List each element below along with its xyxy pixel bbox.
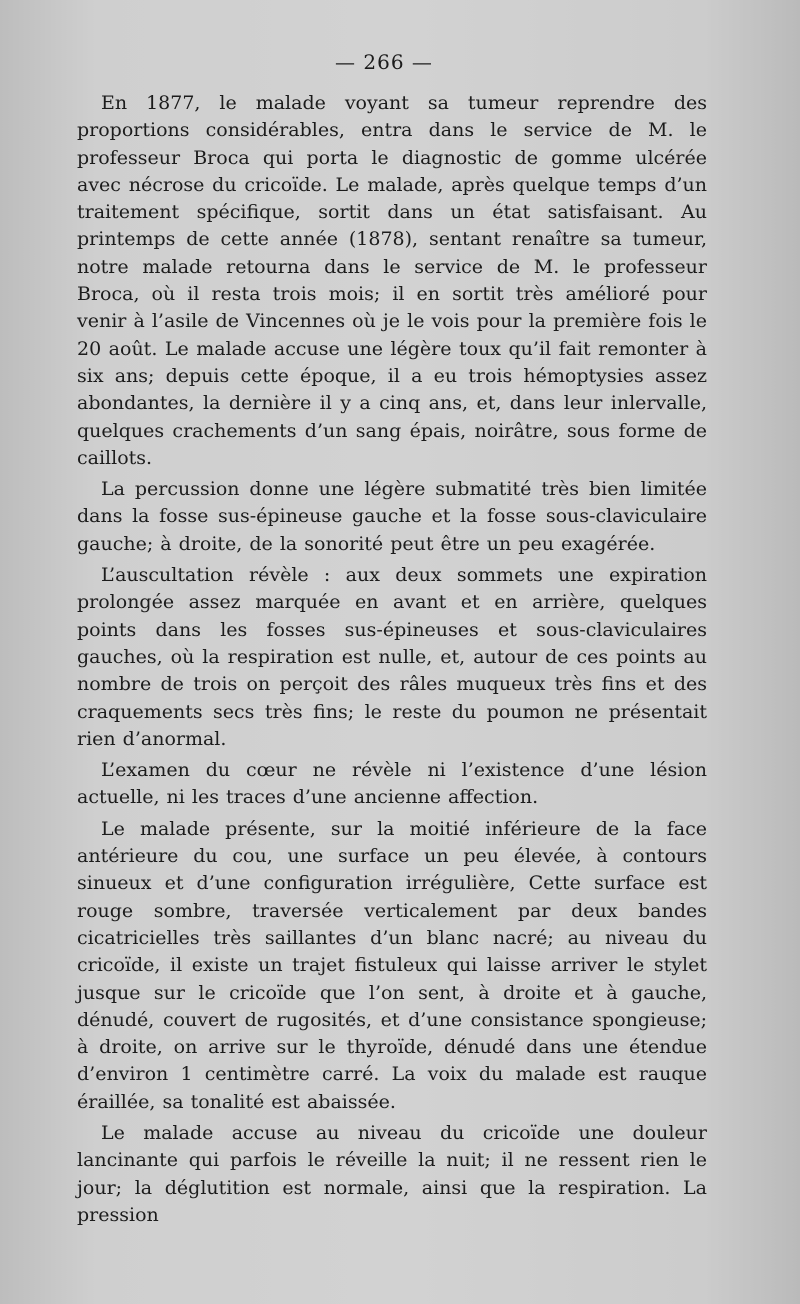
paragraph: L’auscultation révèle : aux deux sommets une expiration prolongée assez marquée en avant et en arrière, quelques points dans les fosses sus-épineuses et sous-claviculaires gauches, où la respiration est nulle, et, autour de ces points au nombre de trois on perçoit des râles muqueux très fins et des craquements secs très fins; le reste du poumon ne présentait rien d’anormal. — [77, 564, 707, 750]
body-text — [77, 90, 707, 1229]
paragraph: La percussion donne une légère submatité très bien limitée dans la fosse sus-épineuse gauche et la fosse sous-claviculaire gauche; à droite, de la sonorité peut être un peu exagérée. — [77, 478, 707, 555]
paragraph: En 1877, le malade voyant sa tumeur reprendre des proportions considérables, entra dans le service de M. le professeur Broca qui porta le diagnostic de gomme ulcérée avec nécrose du cricoïde. Le malade, après quelque temps d’un traitement spécifique, sortit dans un état satisfaisant. Au printemps de cette année (1878), sentant renaître sa tumeur, notre malade retourna dans le service de M. le professeur Broca, où il resta trois mois; il en sortit très amélioré pour venir à l’asile de Vincennes où je le vois pour la première fois le 20 août. Le malade accuse une légère toux qu’il fait remonter à six ans; depuis cette époque, il a eu trois hémoptysies assez abondantes, la dernière il y a cinq ans, et, dans leur inlervalle, quelques crachements d’un sang épais, noirâtre, sous forme de caillots. — [77, 92, 707, 469]
page-number: — 266 — — [335, 50, 433, 74]
paragraph: L’examen du cœur ne révèle ni l’existence d’une lésion actuelle, ni les traces d’une ancienne affection. — [77, 759, 707, 809]
paragraph: Le malade accuse au niveau du cricoïde une douleur lancinante qui parfois le réveille la nuit; il ne ressent rien le jour; la déglutition est normale, ainsi que la respiration. La pression — [77, 1121, 707, 1226]
paragraph: Le malade présente, sur la moitié inférieure de la face antérieure du cou, une surface un peu élevée, à contours sinueux et d’une configuration irrégulière, Cette surface est rouge sombre, traversée verticalement par deux bandes cicatricielles très saillantes d’un blanc nacré; au niveau du cricoïde, il existe un trajet fistuleux qui laisse arriver le stylet jusque sur le cricoïde que l’on sent, à droite et à gauche, dénudé, couvert de rugosités, et d’une consistance spongieuse; à droite, on arrive sur le thyroïde, dénudé dans une étendue d’environ 1 centimètre carré. La voix du malade est rauque éraillée, sa tonalité est abaissée. — [77, 817, 707, 1113]
